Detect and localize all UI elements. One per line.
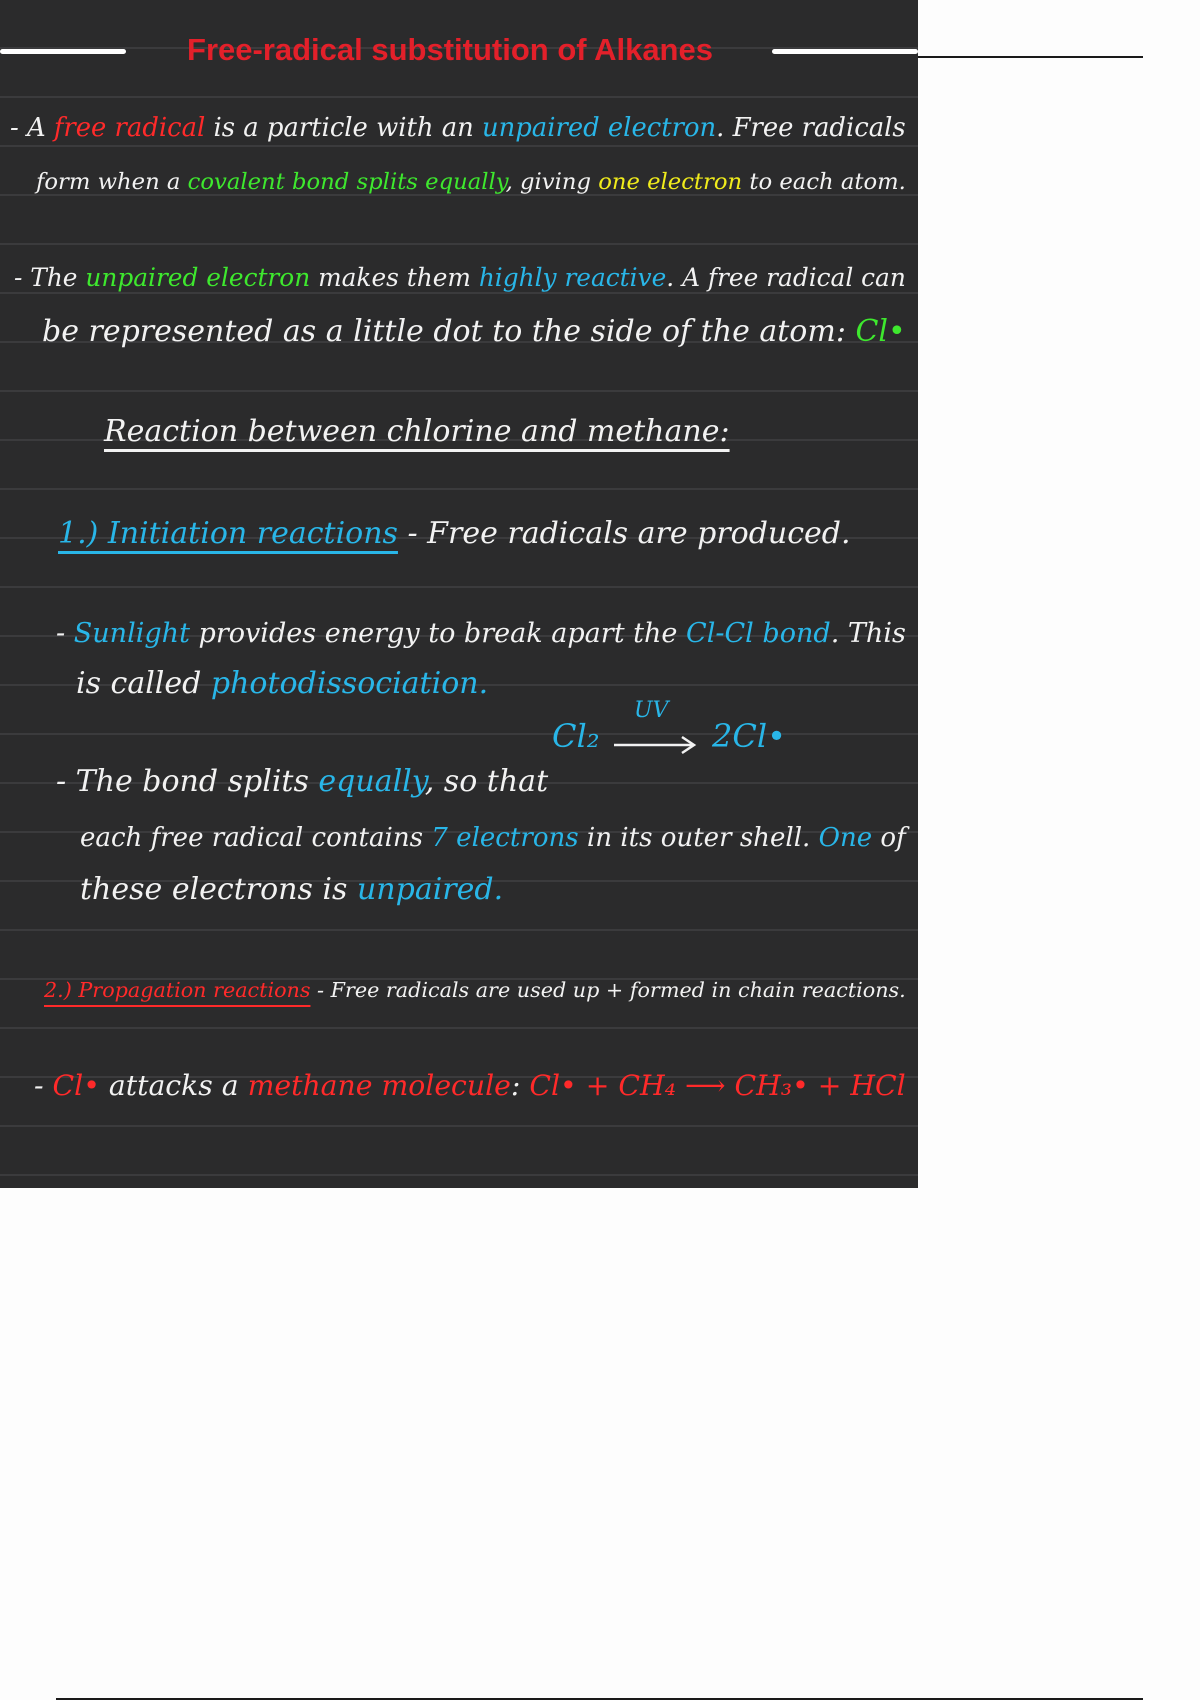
text: attacks a <box>99 1069 248 1102</box>
para2-line1 <box>14 258 906 298</box>
term-sunlight: Sunlight <box>73 618 190 649</box>
text: , giving <box>505 169 599 195</box>
para1-line2 <box>36 162 906 202</box>
para2-line2 <box>42 312 906 352</box>
text: in its outer shell. <box>578 823 819 853</box>
propagation-bullet1 <box>34 1066 906 1106</box>
initiation-bullet1-line1 <box>56 614 906 654</box>
reaction-arrow-icon <box>612 728 698 762</box>
text: , so that <box>424 764 549 799</box>
initiation-bullet2-line2 <box>80 818 906 858</box>
top-rule <box>918 56 1143 58</box>
term-equally: equally <box>318 764 425 799</box>
para1-line1 <box>10 108 906 148</box>
text: each free radical contains <box>80 823 432 853</box>
propagation-equation: Cl• + CH₄ ⟶ CH₃• + HCl <box>529 1069 906 1102</box>
title-rule-right <box>772 49 918 54</box>
text: - <box>34 1069 53 1102</box>
term-free-radical: free radical <box>53 113 206 143</box>
text: - A <box>10 113 54 143</box>
term-highly-reactive: highly reactive <box>478 263 667 292</box>
propagation-title <box>44 970 906 1010</box>
text: - The bond splits <box>56 764 319 799</box>
text: is a particle with an <box>205 113 482 143</box>
text: - The <box>14 263 86 292</box>
equation-condition: UV <box>634 698 669 723</box>
text: . This <box>830 618 906 649</box>
text: provides energy to break apart the <box>189 618 687 649</box>
text: - Free radicals are produced. <box>397 516 851 551</box>
chlorine-radical-symbol: Cl• <box>52 1069 100 1102</box>
title-rule-left <box>0 49 126 54</box>
text: . A free radical can <box>666 263 906 292</box>
term-unpaired-electron: unpaired electron <box>481 113 717 143</box>
term-unpaired-electron: unpaired electron <box>85 263 311 292</box>
equation-lhs: Cl₂ <box>552 717 600 755</box>
text: to each atom. <box>742 169 906 195</box>
initiation-title <box>58 514 851 554</box>
term-methane-molecule: methane molecule <box>247 1069 511 1102</box>
chlorine-radical-symbol: Cl• <box>855 314 906 349</box>
propagation-label: 2.) Propagation reactions <box>44 978 311 1002</box>
term-photodissociation: photodissociation. <box>210 666 489 701</box>
term-cl-cl-bond: Cl-Cl bond <box>686 618 831 649</box>
term-one: One <box>818 823 873 853</box>
initiation-bullet1-line2 <box>76 664 488 704</box>
equation-rhs: 2Cl• <box>712 717 786 755</box>
term-7-electrons: 7 electrons <box>431 823 579 853</box>
term-covalent-bond: covalent bond splits equally <box>187 169 506 195</box>
text: be represented as a little dot to the side of the atom: <box>42 314 856 349</box>
text: these electrons is <box>80 872 357 907</box>
text: of <box>872 823 906 853</box>
page-title: Free-radical substitution of Alkanes <box>187 32 713 67</box>
initiation-bullet2-line1 <box>56 762 548 802</box>
text: is called <box>76 666 211 701</box>
text: form when a <box>36 169 188 195</box>
term-unpaired: unpaired. <box>356 872 504 907</box>
text: : <box>510 1069 530 1102</box>
text: . Free radicals <box>716 113 906 143</box>
text: makes them <box>310 263 479 292</box>
text: - Free radicals are used up + formed in chain reactions. <box>310 978 906 1002</box>
initiation-label: 1.) Initiation reactions <box>58 516 398 551</box>
initiation-bullet2-line3 <box>80 870 503 910</box>
text: - <box>56 618 74 649</box>
section-heading: Reaction between chlorine and methane: <box>104 414 730 449</box>
term-one-electron: one electron <box>598 169 743 195</box>
